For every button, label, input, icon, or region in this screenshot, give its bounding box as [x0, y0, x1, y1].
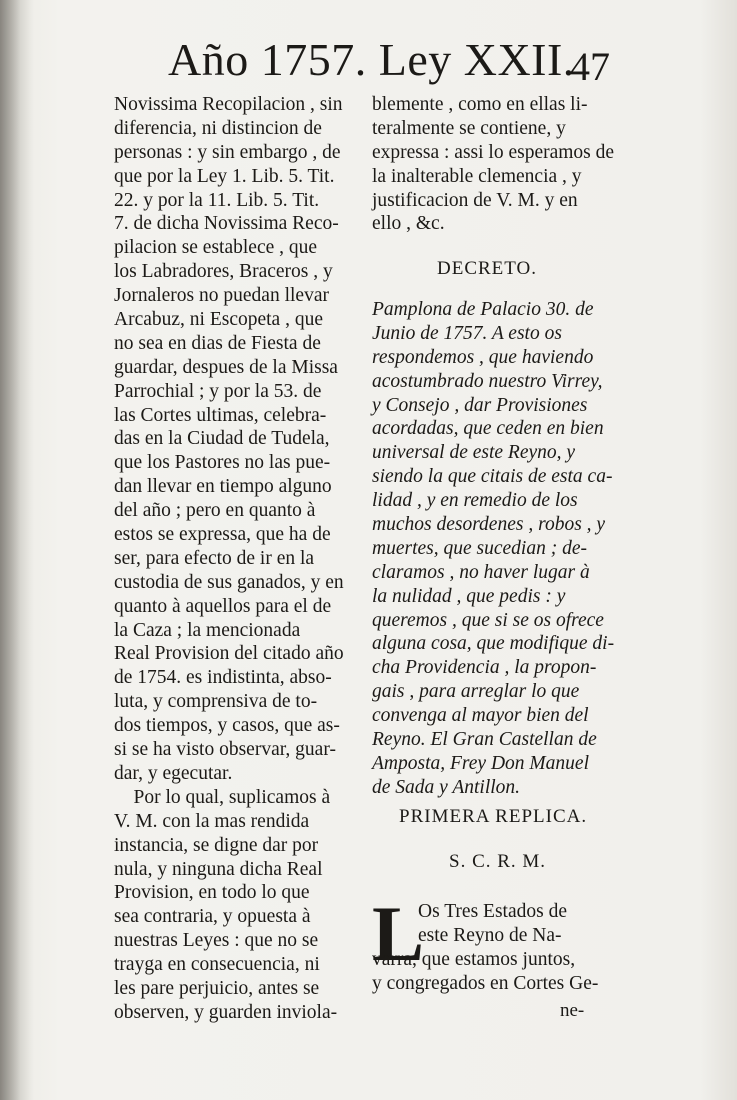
text-line: que los Pastores no las pue-	[114, 452, 331, 474]
text-line: Os Tres Estados de	[418, 901, 567, 922]
text-line: expressa : assi lo esperamos de	[372, 141, 615, 163]
text-line: alguna cosa, que modifique di-	[372, 633, 615, 655]
text-line: nuestras Leyes : que no se	[114, 930, 319, 952]
text-line: Por lo qual, suplicamos à	[114, 786, 331, 808]
right-column-top	[372, 93, 615, 236]
text-line: muertes, que sucedian ; de-	[372, 537, 587, 559]
text-line: del año ; pero en quanto à	[114, 500, 316, 522]
text-line: de 1754. es indistinta, abso-	[114, 667, 332, 689]
text-line: la inalterable clemencia , y	[372, 165, 582, 187]
left-column	[114, 93, 354, 1025]
text-line: observen, y guarden inviola-	[114, 1001, 338, 1023]
text-line: V. M. con la mas rendida	[114, 810, 310, 832]
text-line: las Cortes ultimas, celebra-	[114, 404, 327, 426]
text-line: este Reyno de Na-	[418, 924, 562, 946]
text-line: cha Providencia , la propon-	[372, 657, 597, 679]
text-line: gais , para arreglar lo que	[372, 681, 580, 703]
text-line: 22. y por la 11. Lib. 5. Tit.	[114, 189, 320, 211]
text-line: muchos desordenes , robos , y	[372, 514, 606, 536]
text-line: Amposta, Frey Don Manuel	[372, 752, 589, 774]
drop-cap: L	[372, 890, 425, 977]
text-line: pilacion se establece , que	[114, 237, 318, 259]
decreto-text	[372, 298, 615, 800]
text-line: ser, para efecto de ir en la	[114, 547, 315, 569]
text-line: no sea en dias de Fiesta de	[114, 332, 321, 354]
text-line: guardar, despues de la Missa	[114, 356, 338, 378]
text-line: convenga al mayor bien del	[372, 705, 589, 727]
text-line: teralmente se contiene, y	[372, 117, 566, 139]
text-line: les pare perjuicio, antes se	[114, 977, 320, 999]
text-line: Novissima Recopilacion , sin	[114, 94, 343, 115]
text-line: y Consejo , dar Provisiones	[372, 394, 588, 416]
text-line: sea contraria, y opuesta à	[114, 906, 311, 928]
text-line: Provision, en todo lo que	[114, 882, 310, 904]
text-line: de Sada y Antillon.	[372, 776, 521, 798]
text-line: si se ha visto observar, guar-	[114, 739, 336, 761]
text-line: trayga en consecuencia, ni	[114, 954, 320, 976]
text-line: Pamplona de Palacio 30. de	[372, 299, 594, 320]
text-line: varra, que estamos juntos,	[372, 949, 576, 970]
text-line: Reyno. El Gran Castellan de	[372, 729, 597, 751]
text-line: Jornaleros no puedan llevar	[114, 285, 329, 307]
scrm-salutation: S. C. R. M.	[449, 851, 547, 872]
text-line: acostumbrado nuestro Virrey,	[372, 370, 603, 392]
text-line: claramos , no haver lugar à	[372, 561, 590, 583]
text-line: los Labradores, Braceros , y	[114, 261, 333, 283]
text-line: diferencia, ni distincion de	[114, 117, 322, 139]
page-number: 47	[570, 44, 610, 89]
text-line: nula, y ninguna dicha Real	[114, 858, 323, 880]
text-line: das en la Ciudad de Tudela,	[114, 428, 330, 450]
text-line: custodia de sus ganados, y en	[114, 571, 344, 593]
text-line: instancia, se digne dar por	[114, 834, 319, 856]
gutter-shadow	[0, 0, 34, 1100]
text-line: Real Provision del citado año	[114, 643, 344, 665]
text-line: justificacion de V. M. y en	[372, 189, 578, 211]
text-line: quanto à aquellos para el de	[114, 595, 332, 617]
text-line: la Caza ; la mencionada	[114, 619, 301, 641]
text-line: universal de este Reyno, y	[372, 442, 576, 464]
text-line: dan llevar en tiempo alguno	[114, 476, 332, 498]
text-line: Parrochial ; y por la 53. de	[114, 380, 322, 402]
text-line: luta, y comprensiva de to-	[114, 691, 318, 713]
running-title: Año 1757. Ley XXII.	[168, 34, 575, 85]
text-line: la nulidad , que pedis : y	[372, 585, 566, 607]
text-line: ello , &c.	[372, 213, 445, 235]
replica-text	[372, 948, 617, 996]
text-line: acordadas, que ceden en bien	[372, 418, 604, 440]
text-line: Arcabuz, ni Escopeta , que	[114, 309, 323, 331]
text-line: dar, y egecutar.	[114, 762, 233, 784]
text-line: siendo la que citais de esta ca-	[372, 466, 613, 488]
text-line: respondemos , que haviendo	[372, 346, 594, 368]
text-line: estos se expressa, que ha de	[114, 524, 331, 546]
replica-text-indented	[418, 900, 618, 948]
text-line: blemente , como en ellas li-	[372, 94, 588, 115]
text-line: 7. de dicha Novissima Reco-	[114, 213, 339, 235]
text-line: personas : y sin embargo , de	[114, 141, 341, 163]
primera-replica-heading: PRIMERA REPLICA.	[399, 806, 588, 827]
text-line: y congregados en Cortes Ge-	[372, 972, 599, 994]
text-line: Junio de 1757. A esto os	[372, 322, 562, 344]
text-line: dos tiempos, y casos, que as-	[114, 715, 340, 737]
text-line: lidad , y en remedio de los	[372, 490, 578, 512]
text-line: queremos , que si se os ofrece	[372, 609, 604, 631]
catchword: ne-	[560, 1000, 585, 1021]
decreto-heading: DECRETO.	[437, 258, 538, 279]
text-line: que por la Ley 1. Lib. 5. Tit.	[114, 165, 335, 187]
